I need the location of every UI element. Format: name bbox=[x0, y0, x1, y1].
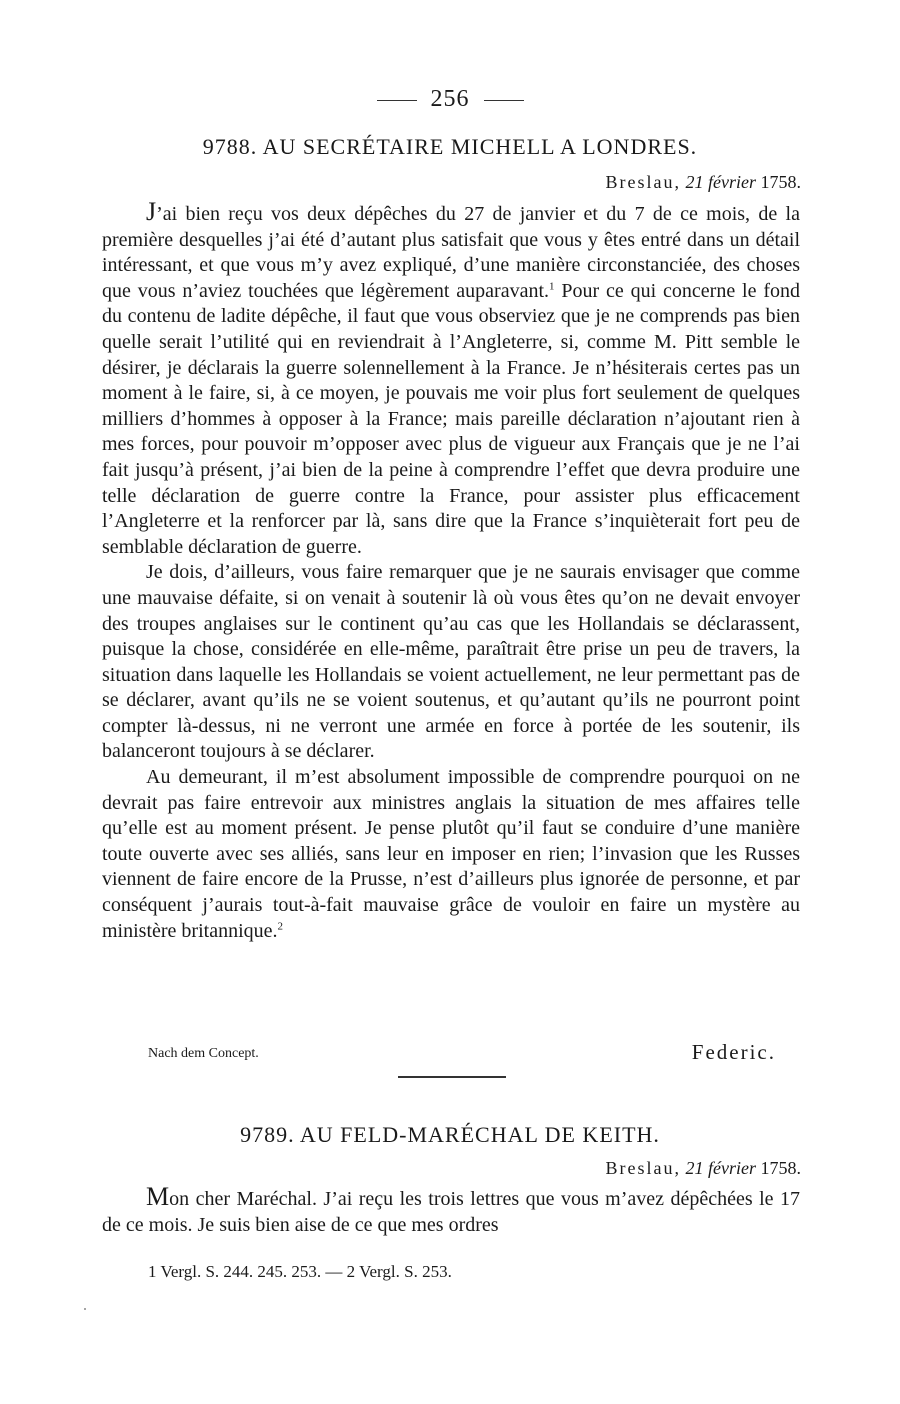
page-number-text: 256 bbox=[430, 86, 470, 112]
dateline-year: 1758. bbox=[760, 172, 801, 192]
paragraph-text: Au demeurant, il m’est absolument impossible de comprendre pourquoi on ne devrait pas faire entrevoir aux ministres anglais la situation de mes affaires telle qu’elle est au moment présent. Je pense plutôt qu’il faut se conduire d’une manière toute ouverte avec ses alliés, sans leur en imposer en rien; l’invasion que les Russes viennent de faire encore de la Prusse, n’est d’ailleurs plus ignorée de personne, et par conséquent j’aurais tout-à-fait mauvaise grâce de vouloir en faire un mystère au ministère britannique. bbox=[102, 766, 800, 942]
page-number bbox=[0, 86, 900, 113]
paragraph-3 bbox=[102, 765, 800, 944]
letter-heading-9788: 9788. AU SECRÉTAIRE MICHELL A LONDRES. bbox=[202, 134, 698, 159]
footnote-marker: 2 bbox=[277, 919, 284, 932]
dateline-place: Breslau, bbox=[605, 1158, 682, 1178]
scan-speck bbox=[84, 1308, 86, 1310]
footnote-marker: 1 bbox=[549, 280, 555, 293]
section-separator bbox=[398, 1076, 506, 1078]
page-number-left-rule bbox=[377, 100, 417, 101]
dateline-9789 bbox=[606, 1158, 801, 1179]
paragraph-1 bbox=[102, 1184, 800, 1238]
drop-capital: J bbox=[146, 197, 157, 226]
dateline-year: 1758. bbox=[760, 1158, 801, 1178]
footnotes: 1 Vergl. S. 244. 245. 253. — 2 Vergl. S. 253. bbox=[148, 1262, 452, 1281]
dateline-date: 21 février bbox=[685, 172, 756, 192]
paragraph-text: Pour ce qui concerne le fond du contenu de ladite dépêche, il faut que vous observiez que je ne comprends pas bien quelle serait l’utilité qui en reviendrait à l’Angleterre, si, comme M. Pitt semble le désirer, je déclarais la guerre solennellement à la France. Je n’hésiterais certes pas un moment à le faire, si, à ce moyen, je pouvais me voir plus fort seulement de quelques milliers d’hommes à opposer à la France; mais pareille déclaration n’ajoutant rien à mes forces, pour pouvoir m’opposer avec plus de vigueur aux Français que je ne l’ai fait jusqu’à présent, j’ai bien de la peine à comprendre l’effet que devra produire une telle déclaration de guerre contre la France, pour assister plus efficacement l’Angleterre et la renforcer par là, sans dire que la France s’inquièterait fort peu de semblable déclaration de guerre. bbox=[102, 279, 800, 558]
source-note: Nach dem Concept. bbox=[148, 1046, 259, 1061]
dateline-place: Breslau, bbox=[605, 172, 682, 192]
paragraph-text: on cher Maréchal. J’ai reçu les trois lettres que vous m’avez dépêchées le 17 de ce mois. Je suis bien aise de ce que mes ordres bbox=[102, 1188, 800, 1236]
page-number-right-rule bbox=[484, 100, 524, 101]
signature: Federic. bbox=[691, 1040, 776, 1064]
dateline-date: 21 février bbox=[685, 1158, 756, 1178]
paragraph-2: Je dois, d’ailleurs, vous faire remarquer que je ne saurais envisager que comme une mauvaise défaite, si on venait à soutenir là où vous êtes qu’on ne devait envoyer des troupes anglaises sur le continent qu’au cas que les Hollandais se déclarassent, puisque la chose, considérée en elle-même, paraîtrait être prise un peu de travers, la situation dans laquelle les Hollandais se voient actuellement, ne leur permettant pas de se déclarer, avant qu’ils ne se voient soutenus, et qu’autant qu’ils ne pourront point compter là-dessus, ni ne verront une armée en force à portée de les soutenir, ils balanceront toujours à se déclarer. bbox=[102, 561, 800, 763]
dateline-9788 bbox=[606, 172, 801, 193]
paragraph-text: ’ai bien reçu vos deux dépêches du 27 de janvier et du 7 de ce mois, de la première desquelles j’ai été d’autant plus satisfait que vous y êtes entré dans un détail intéressant, et que vous m’y avez expliqué, d’une manière circonstanciée, des choses que vous n’aviez touchées que légèrement auparavant. bbox=[102, 203, 800, 302]
letter-body-9788 bbox=[102, 199, 800, 944]
drop-capital: M bbox=[146, 1182, 170, 1211]
paragraph-1 bbox=[102, 199, 800, 560]
letter-body-9789 bbox=[102, 1184, 800, 1238]
letter-heading-9789: 9789. AU FELD-MARÉCHAL DE KEITH. bbox=[240, 1122, 660, 1147]
